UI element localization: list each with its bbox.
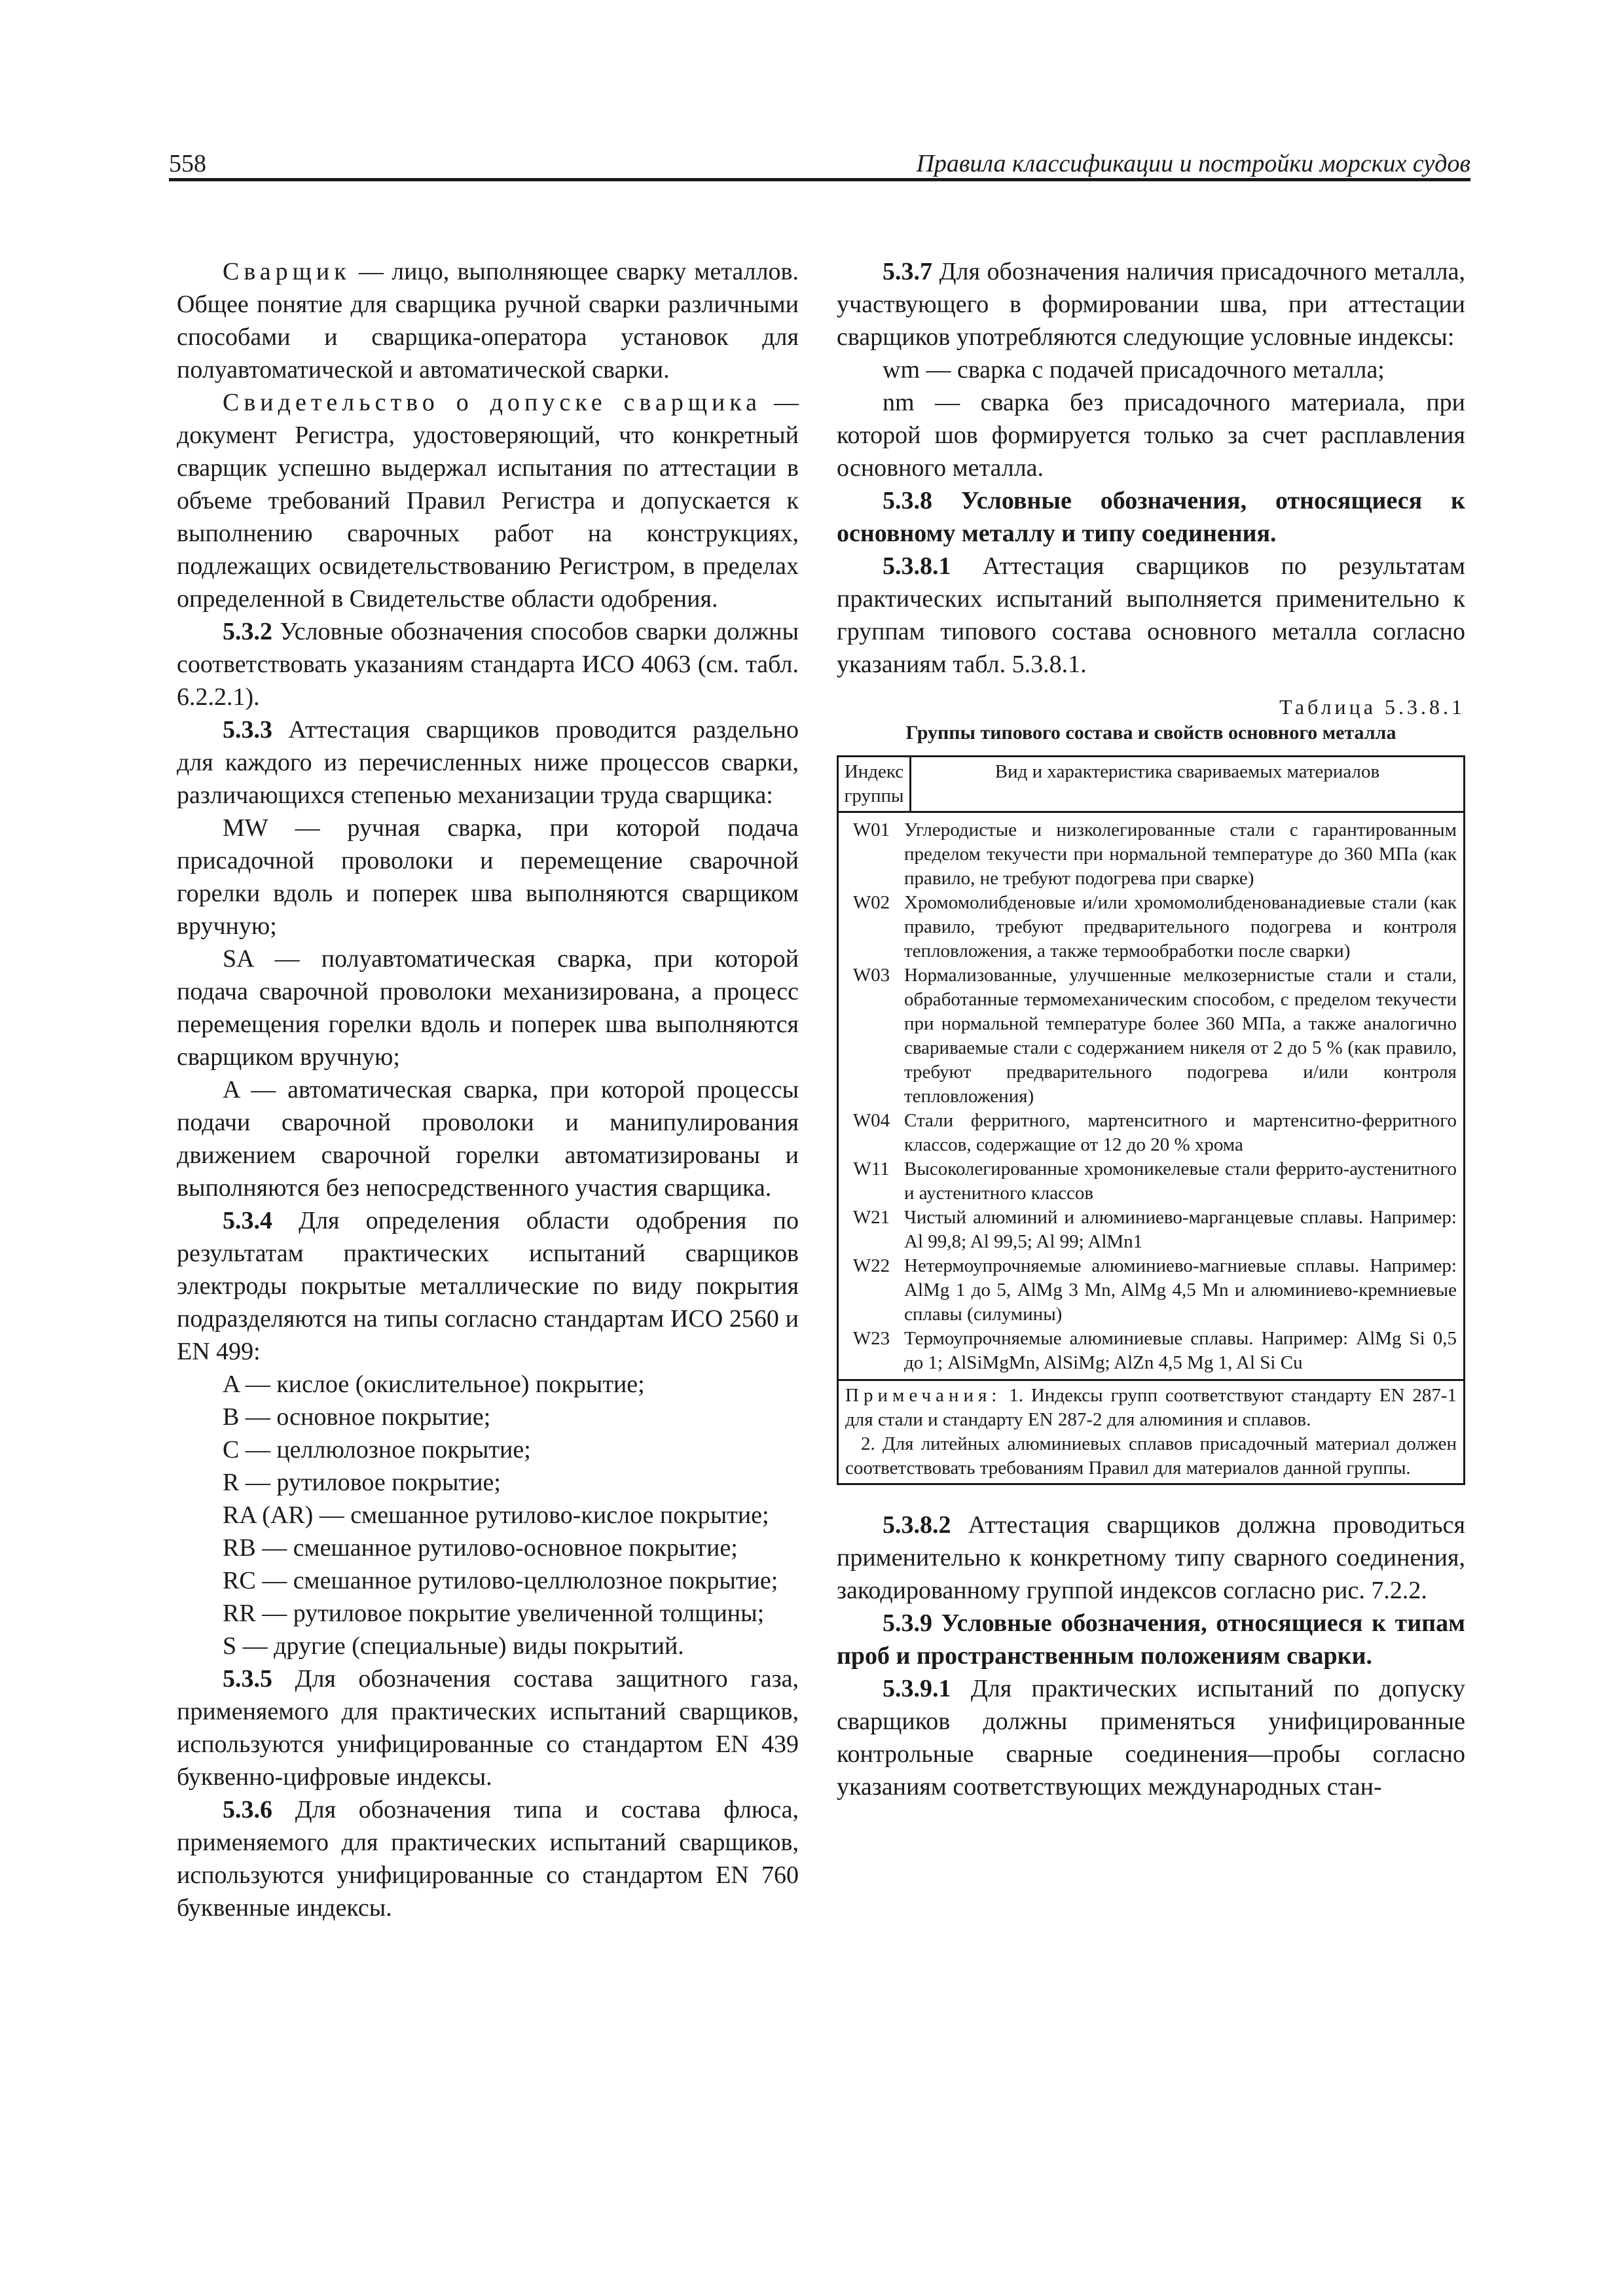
coating-item: C — целлюлозное покрытие;	[223, 1436, 531, 1463]
table-notes: Примечания: 1. Индексы групп соответствуют стандарту EN 287-1 для стали и стандарту EN 287-2 для алюминия и сплавов. 2. Для литейных алюминиевых сплавов присадочный материал должен соответствовать требованиям Правил для материалов данной группы.	[838, 1380, 1465, 1484]
item-sa: SA — полуавтоматическая сварка, при которой подача сварочной проволоки механизирована, а процесс перемещения горелки вдоль и поперек шва выполняются сварщиком вручную;	[177, 945, 799, 1071]
table-row: W11 Высоколегированные хромоникелевые стали феррито-аустенитного и аустенитного классов	[853, 1158, 1457, 1204]
coating-item: RR — рутиловое покрытие увеличенной толщины;	[223, 1600, 765, 1627]
table-row: W03 Нормализованные, улучшенные мелкозернистые стали и стали, обработанные термомеханическим способом, с пределом текучести при нормальной температуре более 360 МПа, а также аналогично свариваемые стали с содержанием никеля от 2 до 5 % (как правило, требуют предварительного подогрева и/или контроля тепловложения)	[852, 965, 1457, 1107]
paragraph-5-3-3: 5.3.3 Аттестация сварщиков проводится раздельно для каждого из перечисленных ниже процессов сварки, различающихся степенью механизации труда сварщика:	[177, 716, 799, 809]
right-column	[837, 255, 1465, 1803]
paragraph-5-3-6: 5.3.6 Для обозначения типа и состава флюса, применяемого для практических испытаний сварщиков, используются унифицированные со стандартом EN 760 буквенные индексы.	[177, 1796, 799, 1922]
coating-item: B — основное покрытие;	[223, 1403, 491, 1431]
item-nm: nm — сварка без присадочного материала, при которой шов формируется только за счет расплавления основного металла.	[837, 389, 1465, 482]
heading-5-3-8: 5.3.8 Условные обозначения, относящиеся к основному металлу и типу соединения.	[837, 487, 1465, 547]
paragraph-5-3-8-2: 5.3.8.2 Аттестация сварщиков должна проводиться применительно к конкретному типу сварного соединения, закодированному группой индексов согласно рис. 7.2.2.	[837, 1511, 1465, 1604]
coating-item: RB — смешанное рутилово-основное покрытие;	[223, 1534, 738, 1562]
page-header	[169, 145, 1470, 181]
paragraph-5-3-4: 5.3.4 Для определения области одобрения по результатам практических испытаний сварщиков электроды покрытые металлические по виду покрытия подразделяются на типы согласно стандартам ИСО 2560 и EN 499:	[177, 1207, 799, 1365]
item-a: A — автоматическая сварка, при которой процессы подачи сварочной проволоки и манипулирования движением сварочной горелки автоматизированы и выполняются без непосредственного участия сварщика.	[177, 1076, 799, 1202]
coating-item: RA (AR) — смешанное рутилово-кислое покрытие;	[223, 1501, 769, 1529]
page-number: 558	[169, 150, 206, 177]
running-title: Правила классификации и постройки морских судов	[916, 150, 1470, 177]
table-row: W02 Хромомолибденовые и/или хромомолибденованадиевые стали (как правило, требуют предварительного подогрева и контроля тепловложения, а также термообработки после сварки)	[852, 892, 1457, 961]
table-header-row	[838, 757, 1465, 812]
item-mw: MW — ручная сварка, при которой подача присадочной проволоки и перемещение сварочной горелки вдоль и поперек шва выполняются сварщиком вручную;	[177, 814, 799, 940]
coating-item: R — рутиловое покрытие;	[223, 1469, 501, 1496]
table-number: Таблица 5.3.8.1	[1279, 695, 1465, 719]
paragraph-5-3-7: 5.3.7 Для обозначения наличия присадочного металла, участвующего в формировании шва, при аттестации сварщиков употребляются следующие условные индексы:	[837, 258, 1465, 351]
paragraph-welder-definition: Сварщик — лицо, выполняющее сварку металлов. Общее понятие для сварщика ручной сварки различными способами и сварщика-оператора установок для полуавтоматической и автоматической сварки.	[177, 258, 799, 384]
table-row: W21 Чистый алюминий и алюминиево-марганцевые сплавы. Например: Al 99,8; Al 99,5; Al 99; AlMn1	[852, 1207, 1457, 1252]
table-header-cell: Индекс группы	[838, 757, 911, 812]
paragraph-5-3-9-1: 5.3.9.1 Для практических испытаний по допуску сварщиков должны применяться унифицированные контрольные сварные соединения—пробы согласно указаниям соответствующих международных стан-	[837, 1675, 1465, 1801]
table-row: W22 Нетермоупрочняемые алюминиево-магниевые сплавы. Например: AlMg 1 до 5, AlMg 3 Mn, AlMg 4,5 Mn и алюминиево-кремниевые сплавы (силумины)	[852, 1255, 1457, 1325]
coating-item: S — другие (специальные) виды покрытий.	[223, 1632, 684, 1660]
table-row: W23 Термоупрочняемые алюминиевые сплавы. Например: AlMg Si 0,5 до 1; AlSiMgMn, AlSiMg; AlZn 4,5 Mg 1, Al Si Cu	[852, 1328, 1457, 1373]
paragraph-5-3-5: 5.3.5 Для обозначения состава защитного газа, применяемого для практических испытаний сварщиков, используются унифицированные со стандартом EN 439 буквенно-цифровые индексы.	[177, 1665, 799, 1791]
paragraph-certificate-definition: Свидетельство о допуске сварщика — документ Регистра, удостоверяющий, что конкретный сварщик успешно выдержал испытания по аттестации в объеме требований Правил Регистра и допускается к выполнению сварочных работ на конструкциях, подлежащих освидетельствованию Регистром, в пределах определенной в Свидетельстве области одобрения.	[177, 389, 799, 613]
paragraph-5-3-8-1: 5.3.8.1 Аттестация сварщиков по результатам практических испытаний выполняется применительно к группам типового состава основного металла согласно указаниям табл. 5.3.8.1.	[837, 552, 1465, 678]
base-metal-groups-table	[837, 755, 1465, 1485]
item-wm: wm — сварка с подачей присадочного металла;	[883, 356, 1385, 384]
table-row: W01 Углеродистые и низколегированные стали с гарантированным пределом текучести при нормальной температуре до 360 МПа (как правило, не требуют подогрева при сварке)	[852, 819, 1457, 889]
left-column	[177, 255, 799, 1924]
table-notes-row	[838, 1380, 1465, 1484]
heading-5-3-9: 5.3.9 Условные обозначения, относящиеся к типам проб и пространственным положениям сварки.	[837, 1609, 1465, 1670]
coating-item: RC — смешанное рутилово-целлюлозное покрытие;	[223, 1567, 778, 1594]
paragraph-5-3-2: 5.3.2 Условные обозначения способов сварки должны соответствовать указаниям стандарта ИСО 4063 (см. табл. 6.2.2.1).	[177, 618, 799, 711]
table-title: Группы типового состава и свойств основного металла	[905, 722, 1396, 744]
table-header-cell: Вид и характеристика свариваемых материалов	[911, 757, 1465, 812]
table-body	[838, 812, 1465, 1380]
coating-item: A — кислое (окислительное) покрытие;	[223, 1371, 645, 1398]
table-row: W04 Стали ферритного, мартенситного и мартенситно-ферритного классов, содержащие от 12 до 20 % хрома	[852, 1110, 1457, 1155]
